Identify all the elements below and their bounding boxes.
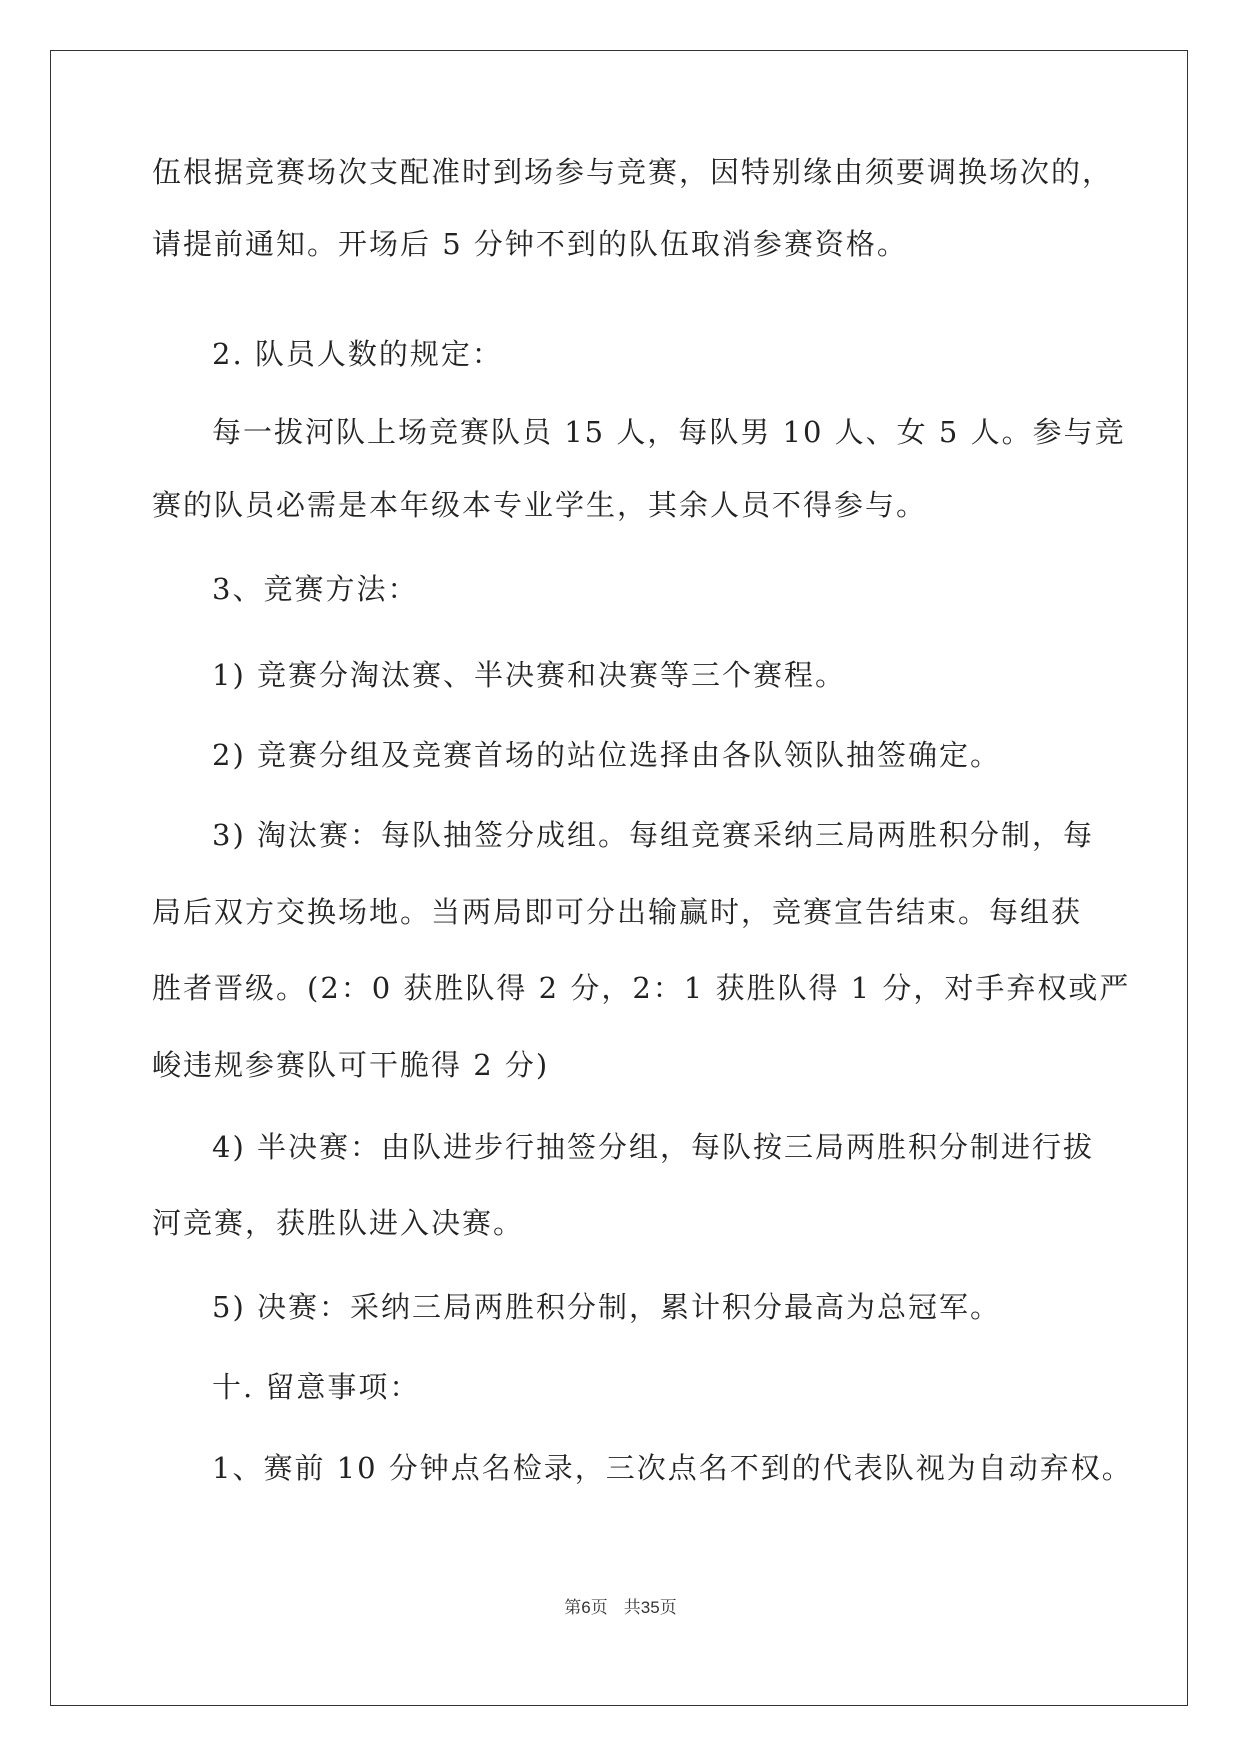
paragraph-line: 请提前通知。开场后 5 分钟不到的队伍取消参赛资格。 [152,227,908,261]
current-page-number: 6 [581,1598,591,1617]
paragraph-line: 胜者晋级。(2：0 获胜队得 2 分，2：1 获胜队得 1 分，对手弃权或严 [152,971,1131,1005]
paragraph-line: 伍根据竞赛场次支配准时到场参与竞赛，因特别缘由须要调换场次的， [152,155,1114,189]
page-suffix: 页 [590,1598,608,1618]
section-heading: 2. 队员人数的规定： [212,337,503,371]
paragraph-line: 赛的队员必需是本年级本专业学生，其余人员不得参与。 [152,488,928,522]
list-item: 1) 竞赛分淘汰赛、半决赛和决赛等三个赛程。 [212,658,846,692]
section-heading: 3、竞赛方法： [212,572,419,606]
page-number-footer [0,1598,1241,1618]
page-prefix: 第 [564,1598,582,1618]
total-prefix: 共 [623,1598,641,1618]
paragraph-line: 局后双方交换场地。当两局即可分出输赢时，竞赛宣告结束。每组获 [152,895,1083,929]
list-item: 1、赛前 10 分钟点名检录，三次点名不到的代表队视为自动弃权。 [212,1451,1133,1485]
total-suffix: 页 [659,1598,677,1618]
paragraph-line: 河竞赛，获胜队进入决赛。 [152,1206,525,1240]
list-item: 4) 半决赛：由队进步行抽签分组，每队按三局两胜积分制进行拔 [212,1130,1094,1164]
list-item: 3) 淘汰赛：每队抽签分成组。每组竞赛采纳三局两胜积分制，每 [212,818,1094,852]
section-heading: 十. 留意事项： [212,1370,421,1404]
list-item: 5) 决赛：采纳三局两胜积分制，累计积分最高为总冠军。 [212,1290,1001,1324]
paragraph-line: 每一拔河队上场竞赛队员 15 人，每队男 10 人、女 5 人。参与竞 [212,415,1126,449]
list-item: 2) 竞赛分组及竞赛首场的站位选择由各队领队抽签确定。 [212,738,1001,772]
total-page-count: 35 [640,1598,660,1617]
paragraph-line: 峻违规参赛队可干脆得 2 分) [152,1048,550,1082]
